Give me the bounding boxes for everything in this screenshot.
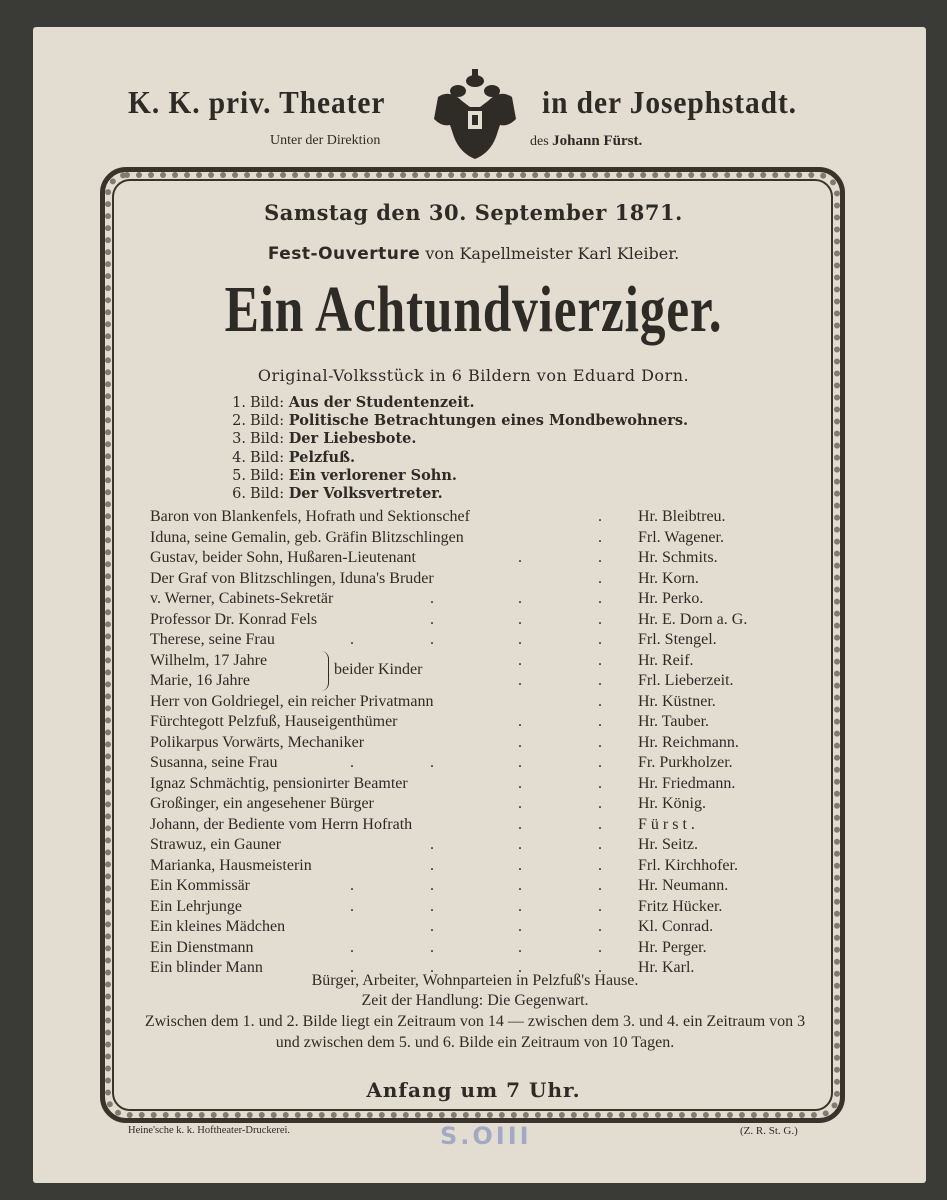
cast-row: Baron von Blankenfels, Hofrath und Sektionschef . Hr. Bleibtreu. — [150, 507, 810, 528]
start-time: Anfang um 7 Uhr. — [366, 1078, 581, 1102]
cast-row: Der Graf von Blitzschlingen, Iduna's Bruder . Hr. Korn. — [150, 569, 810, 590]
overture-title: Fest-Ouverture — [267, 244, 421, 264]
actor: Hr. Perger. — [638, 938, 707, 956]
cast-row: Ein Dienstmann . . . . Hr. Perger. — [150, 938, 810, 959]
role: Baron von Blankenfels, Hofrath und Sektionschef — [150, 508, 470, 525]
scene-item: 1. Bild: Aus der Studentenzeit. — [232, 394, 475, 411]
theater-name-right: in der Josephstadt. — [542, 84, 797, 120]
role: Fürchtegott Pelzfuß, Hauseigenthümer — [150, 713, 398, 730]
scene-item: 3. Bild: Der Liebesbote. — [232, 430, 417, 448]
cast-row: Strawuz, ein Gauner . . . Hr. Seitz. — [150, 835, 810, 856]
cast-row: Susanna, seine Frau . . . . Fr. Purkholzer. — [150, 753, 810, 774]
role: Ein Lehrjunge — [150, 897, 242, 915]
actor: Hr. Seitz. — [638, 836, 698, 853]
actor: Hr. E. Dorn a. G. — [638, 610, 748, 628]
actor: Hr. Friedmann. — [638, 774, 736, 792]
actor: Hr. Karl. — [638, 959, 695, 976]
cast-row: Ignaz Schmächtig, pensionirter Beamter . . Hr. Friedmann. — [150, 774, 810, 795]
actor: Frl. Lieberzeit. — [638, 672, 734, 689]
cast-row: Ein blinder Mann . . . . Hr. Karl. — [150, 958, 810, 979]
role: Ein kleines Mädchen — [150, 918, 286, 935]
play-subtitle: Original-Volksstück in 6 Bildern von Eduard Dorn. — [257, 366, 690, 385]
interval-note: Zwischen dem 1. und 2. Bilde liegt ein Zeitraum von 14 — zwischen dem 3. und 4. ein Zeitraum von 3 und zwischen dem 5. und 6. Bilde ein Zeitraum von 10 Tagen. — [144, 1013, 806, 1051]
direction-label: Unter der Direktion — [270, 133, 381, 148]
role: Susanna, seine Frau — [150, 754, 278, 771]
role: Gustav, beider Sohn, Hußaren-Lieutenant — [150, 549, 416, 566]
children-group — [150, 651, 810, 692]
actor: Frl. Stengel. — [638, 631, 717, 648]
performance-date: Samstag den 30. September 1871. — [264, 200, 683, 225]
cast-row: Professor Dr. Konrad Fels . . . Hr. E. Dorn a. G. — [150, 610, 810, 631]
cast-row: Marie, 16 Jahre . . Frl. Lieberzeit. — [150, 671, 810, 692]
role: Wilhelm, 17 Jahre — [150, 651, 268, 669]
printer-code: (Z. R. St. G.) — [740, 1125, 798, 1137]
role: Ein blinder Mann — [150, 959, 263, 976]
actor: Kl. Conrad. — [638, 918, 714, 935]
actor: Hr. Reichmann. — [638, 733, 739, 751]
time-of-action: Zeit der Handlung: Die Gegenwart. — [361, 992, 589, 1009]
actor: Hr. Korn. — [638, 569, 699, 587]
play-title: Ein Achtundvierziger. — [224, 273, 723, 346]
cast-row: Marianka, Hausmeisterin . . . Frl. Kirchhofer. — [150, 856, 810, 877]
printer-credit: Heine'sche k. k. Hoftheater-Druckerei. — [128, 1125, 291, 1136]
scene-item: 4. Bild: Pelzfuß. — [232, 448, 356, 466]
cast-row: Großinger, ein angesehener Bürger . . Hr. König. — [150, 794, 810, 815]
role: Ignaz Schmächtig, pensionirter Beamter — [150, 774, 408, 792]
library-stamp: S.OIII — [440, 1122, 532, 1150]
scene-list — [228, 394, 688, 503]
scene-item: 5. Bild: Ein verlorener Sohn. — [232, 466, 457, 484]
actor: Frl. Kirchhofer. — [638, 856, 738, 874]
overture-credit: von Kapellmeister Karl Kleiber. — [425, 244, 680, 263]
role: Marie, 16 Jahre — [150, 672, 250, 689]
actor: Hr. Schmits. — [638, 549, 718, 566]
cast-row: Ein Lehrjunge . . . . Fritz Hücker. — [150, 897, 810, 918]
role: Iduna, seine Gemalin, geb. Gräfin Blitzschlingen — [150, 528, 464, 546]
role: Ein Dienstmann — [150, 938, 254, 956]
cast-row: Johann, der Bediente vom Herrn Hofrath . . Fürst. — [150, 815, 810, 836]
cast-row: Herr von Goldriegel, ein reicher Privatmann . Hr. Küstner. — [150, 692, 810, 713]
actor: Hr. Küstner. — [638, 692, 716, 710]
actor: Fürst. — [638, 815, 699, 833]
theater-name-left: K. K. priv. Theater — [128, 84, 386, 120]
role: Marianka, Hausmeisterin — [150, 856, 312, 874]
cast-row: Iduna, seine Gemalin, geb. Gräfin Blitzschlingen . Frl. Wagener. — [150, 528, 810, 549]
role: Professor Dr. Konrad Fels — [150, 610, 318, 628]
double-headed-eagle-icon — [430, 67, 520, 162]
role: Der Graf von Blitzschlingen, Iduna's Bruder — [150, 569, 434, 587]
brace-icon — [318, 651, 329, 691]
actor: Hr. Perko. — [638, 590, 704, 607]
scene-item: 6. Bild: Der Volksvertreter. — [232, 485, 443, 503]
role: v. Werner, Cabinets-Sekretär — [150, 590, 334, 607]
actor: Hr. Bleibtreu. — [638, 508, 726, 525]
role: Polikarpus Vorwärts, Mechaniker — [150, 733, 365, 751]
scene-item: 2. Bild: Politische Betrachtungen eines Mondbewohners. — [232, 412, 689, 430]
actor: Hr. Reif. — [638, 651, 694, 669]
role: Herr von Goldriegel, ein reicher Privatmann — [150, 692, 434, 710]
cast-list — [150, 507, 810, 979]
actor: Hr. Neumann. — [638, 877, 729, 894]
cast-row: Ein Kommissär . . . . Hr. Neumann. — [150, 876, 810, 897]
children-label: beider Kinder — [334, 660, 423, 678]
director-name: Johann Fürst. — [552, 133, 643, 149]
cast-row: Fürchtegott Pelzfuß, Hauseigenthümer . . Hr. Tauber. — [150, 712, 810, 733]
role: Johann, der Bediente vom Herrn Hofrath — [150, 815, 413, 833]
director-prefix: des — [530, 134, 549, 149]
cast-row: Ein kleines Mädchen . . . Kl. Conrad. — [150, 917, 810, 938]
role: Großinger, ein angesehener Bürger — [150, 795, 374, 812]
actor: Hr. Tauber. — [638, 713, 710, 730]
cast-row: Therese, seine Frau . . . . Frl. Stengel. — [150, 630, 810, 651]
actor: Fr. Purkholzer. — [638, 754, 733, 771]
actor: Hr. König. — [638, 795, 706, 812]
overture-line — [0, 244, 947, 264]
role: Strawuz, ein Gauner — [150, 836, 282, 853]
cast-row: Wilhelm, 17 Jahre . . Hr. Reif. — [150, 651, 810, 672]
actor: Frl. Wagener. — [638, 528, 724, 546]
actor: Fritz Hücker. — [638, 897, 723, 915]
cast-row: Gustav, beider Sohn, Hußaren-Lieutenant . . Hr. Schmits. — [150, 548, 810, 569]
role: Therese, seine Frau — [150, 631, 275, 648]
extras-line: Bürger, Arbeiter, Wohnparteien in Pelzfuß's Hause. — [311, 972, 639, 989]
role: Ein Kommissär — [150, 877, 250, 894]
cast-row: Polikarpus Vorwärts, Mechaniker . . Hr. Reichmann. — [150, 733, 810, 754]
cast-row: v. Werner, Cabinets-Sekretär . . . Hr. Perko. — [150, 589, 810, 610]
director — [530, 133, 642, 150]
